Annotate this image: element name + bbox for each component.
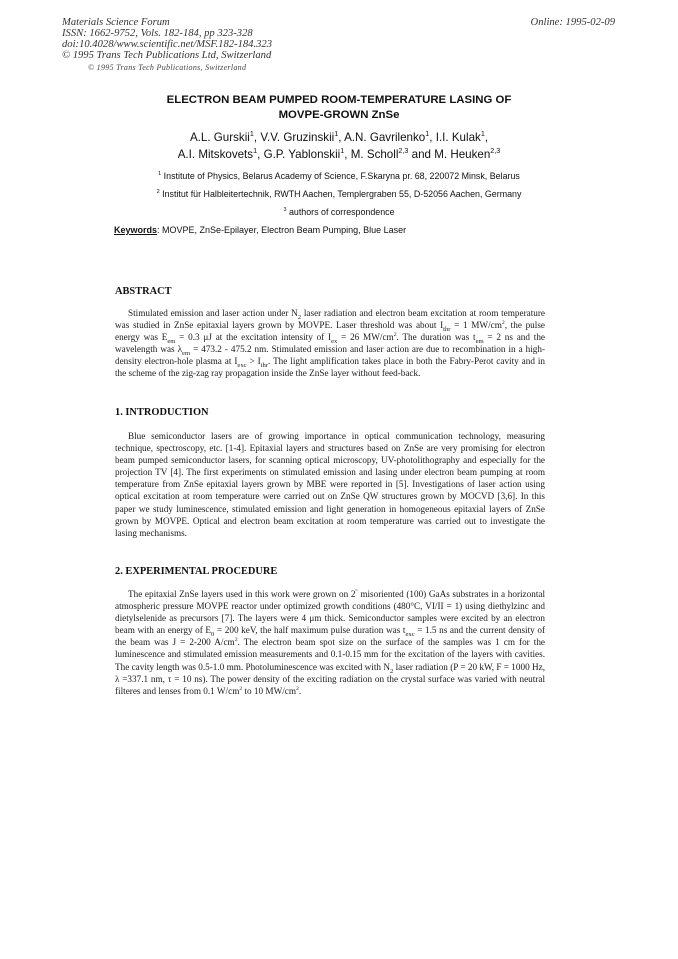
- abstract-paragraph: Stimulated emission and laser action under $N_2$ laser radiation and electron beam excitation at room temperature was studied in ZnSe epitaxial layers grown by MOVPE. Laser threshold was about $I_{thr} = 1$ $MW/cm^2$, the pulse energy was $E_{em} = 0.3$ μJ at the excitation intensity of $I_{ex} = 26$ $MW/cm^2$. The duration was $t_{em} = 2$ ns and the wavelength was $\lambda_{em} = 473.2 - 475.2$ nm. Stimulated emission and laser action are due to recombination in a high-density electron-hole plasma at $I_{exc} > I_{thr}$. The light amplification takes place in both the Fabry-Perot cavity and in the scheme of the zig-zag ray propagation inside the ZnSe layer without feed-back.: [115, 308, 546, 379]
- experimental-heading: 2. EXPERIMENTAL PROCEDURE: [115, 566, 278, 577]
- author-name: A.I. Mitskovets: [177, 148, 254, 161]
- keywords-line: Keywords: MOVPE, ZnSe-Epilayer, Electron Beam Pumping, Blue Laser: [114, 225, 407, 235]
- author-affiliation-mark: 1: [334, 129, 339, 139]
- affiliation-1: $^1$ Institute of Physics, Belarus Academy of Science, F.Skaryna pr. 68, 220072 Minsk, Belarus: [158, 171, 520, 181]
- title-line-2: MOVPE-GROWN ZnSe: [278, 109, 400, 121]
- publication-info: [62, 17, 272, 61]
- author-list: [0, 129, 678, 163]
- affiliation-list: [0, 167, 678, 221]
- paper-title: [0, 93, 678, 123]
- copyright-line: © 1995 Trans Tech Publications Ltd, Switzerland: [62, 50, 272, 61]
- affiliation-3: $^3$ authors of correspondence: [283, 207, 395, 217]
- author-name: M. Scholl: [350, 148, 399, 161]
- keywords-text: MOVPE, ZnSe-Epilayer, Electron Beam Pumping, Blue Laser: [162, 225, 407, 235]
- author-name: A.L. Gurskii: [189, 131, 250, 144]
- introduction-paragraph: Blue semiconductor lasers are of growing importance in optical communication technology, measuring technique, spectroscopy, etc. [1-4]. Epitaxial layers and structures based on ZnSe are very promising for electron beam pumped semiconductor lasers, for scanning optical microscopy, UV-photolithography and especially for the projection TV [4]. The first experiments on stimulated emission and lasing under electron beam pumping at room temperature from ZnSe epitaxial layers grown by MBE were reported in [5]. Investigations of laser action using optical excitation at room temperature were carried out on ZnSe QW structures grown by MOCVD [3,6]. In this paper we study luminescence, stimulated emission and light generation in homogeneous epitaxial layers of ZnSe grown by MOVPE. Optical and electron beam excitation at room temperature was carried out to investigate the lasing mechanisms.: [115, 431, 545, 538]
- author-affiliation-mark: 1: [425, 129, 430, 139]
- experimental-paragraph: The epitaxial ZnSe layers used in this work were grown on 2° misoriented (100) GaAs substrates in a horizontal atmospheric pressure MOVPE reactor under optimized growth conditions (480°C, VI/II = 1) using diethylzinc and dietylselenide as precursors [7]. The layers were 4 μm thick. Semiconductor samples were excited by an electron beam with an energy of $E_0 = 200$ keV, the half maximum pulse duration was $t_{exc} = 1.5$ ns and the current density of the beam was J = 2-200 $A/cm^2$. The electron beam spot size on the surface of the samples was 1 cm for the luminescence and stimulated emission measurements and 0.1-0.15 mm for the excitation of the layers with cavities. The cavity length was 0.5-1.0 mm. Photoluminescence was excited with $N_2$ laser radiation (P = 20 kW, F = 1000 Hz, λ =337.1 nm, τ = 10 ns). The power density of the exciting radiation on the crystal surface was varied with neutral filteres and lenses from 0.1 $W/cm^2$ to 10 $MW/cm^2$.: [115, 588, 546, 696]
- title-line-1: ELECTRON BEAM PUMPED ROOM-TEMPERATURE LASING OF: [166, 94, 512, 106]
- abstract-heading: ABSTRACT: [115, 286, 172, 297]
- author-affiliation-mark: 2,3: [398, 146, 409, 156]
- author-name: M. Heuken: [434, 148, 491, 161]
- author-affiliation-mark: 2,3: [490, 146, 501, 156]
- author-name: I.I. Kulak: [435, 131, 481, 144]
- introduction-heading: 1. INTRODUCTION: [115, 407, 209, 418]
- faint-copyright-line: © 1995 Trans Tech Publications, Switzerland: [88, 63, 247, 72]
- affiliation-2: $^2$ Institut für Halbleitertechnik, RWTH Aachen, Templergraben 55, D-52056 Aachen, Germany: [156, 189, 522, 199]
- online-date: Online: 1995-02-09: [530, 17, 615, 28]
- author-name: G.P. Yablonskii: [263, 148, 341, 161]
- author-affiliation-mark: 1: [480, 129, 485, 139]
- author-line-1: A.L. Gurskii$^1$, V.V. Gruzinskii$^1$, A.N. Gavrilenko$^1$, I.I. Kulak$^1$,: [189, 129, 489, 144]
- author-affiliation-mark: 1: [253, 146, 258, 156]
- keywords-label: Keywords: [114, 225, 158, 235]
- author-affiliation-mark: 1: [340, 146, 345, 156]
- author-name: V.V. Gruzinskii: [260, 131, 335, 144]
- author-name: A.N. Gavrilenko: [344, 131, 426, 144]
- author-affiliation-mark: 1: [249, 129, 254, 139]
- doi-line: doi:10.4028/www.scientific.net/MSF.182-184.323: [62, 39, 272, 50]
- issn-line: ISSN: 1662-9752, Vols. 182-184, pp 323-328: [62, 28, 253, 39]
- author-line-2: A.I. Mitskovets$^1$, G.P. Yablonskii$^1$, M. Scholl$^{2,3}$ and M. Heuken$^{2,3}$: [177, 146, 501, 161]
- journal-name: Materials Science Forum: [62, 17, 170, 28]
